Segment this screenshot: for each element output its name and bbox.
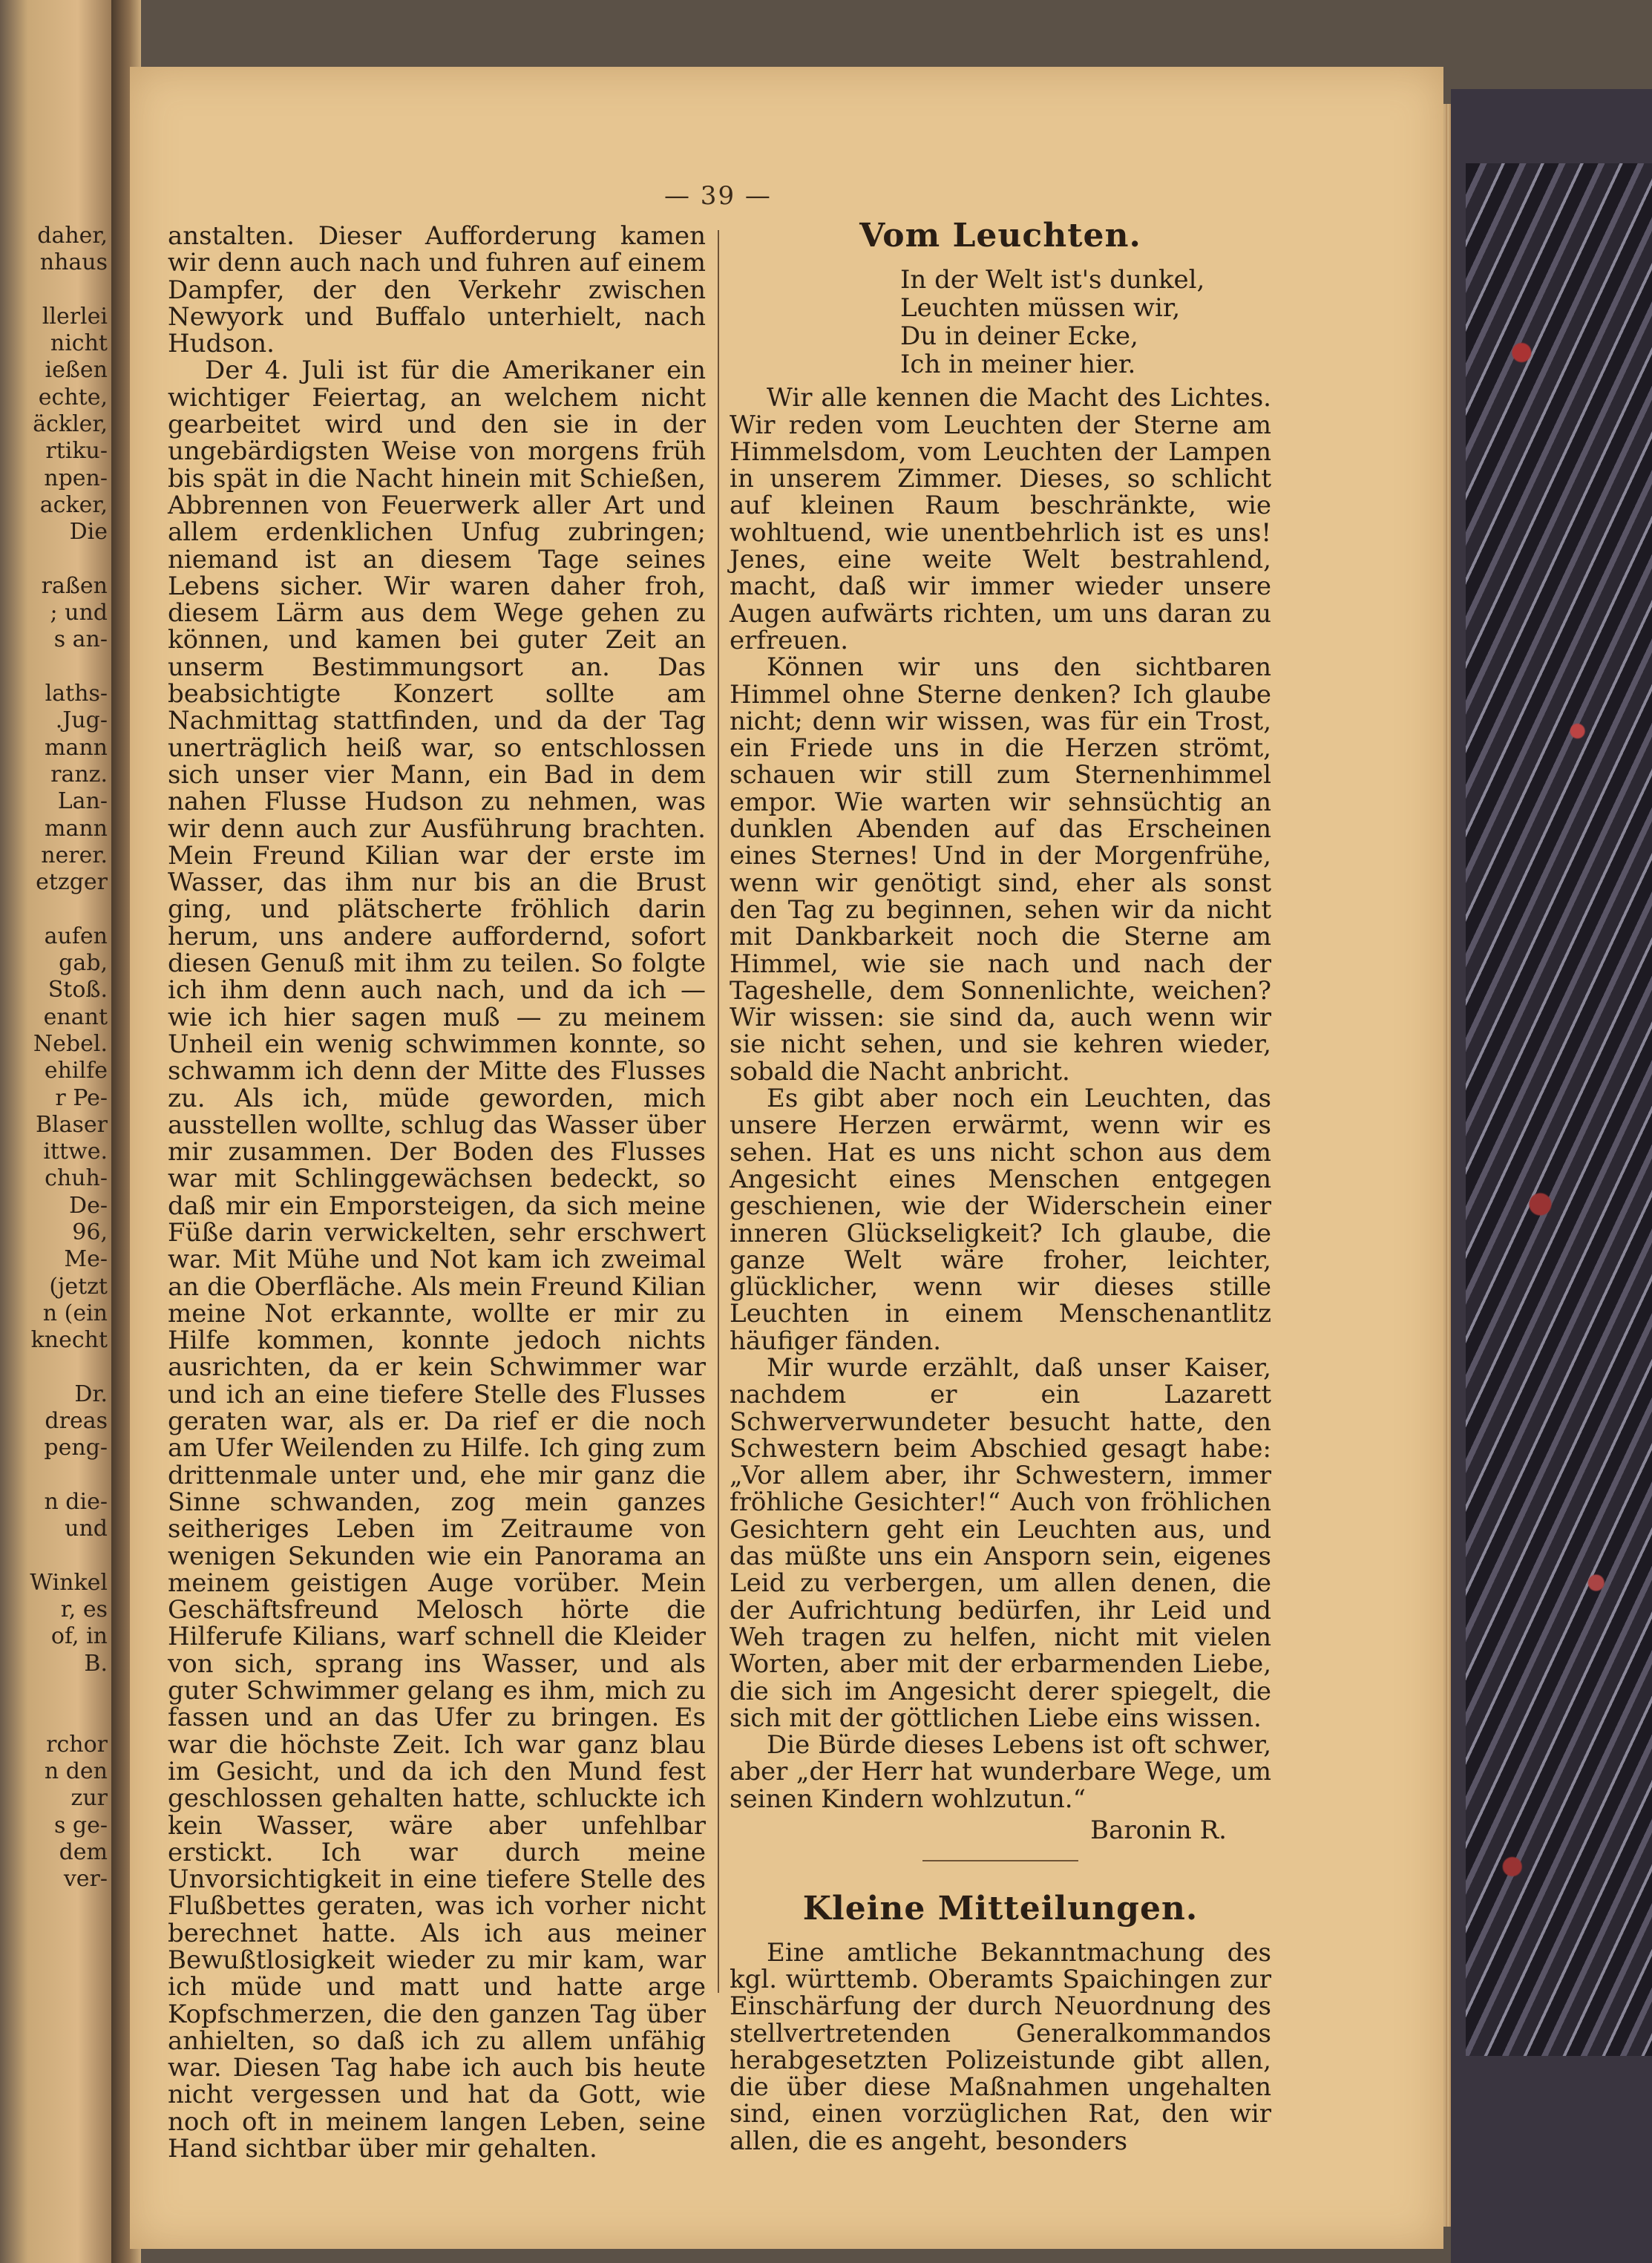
poem xyxy=(900,266,1271,379)
left-fragment-line: echte, xyxy=(38,384,108,410)
article-paragraph: Können wir uns den sichtbaren Himmel ohne Sterne denken? Ich glaube nicht; denn wir wissen, was für ein Trost, ein Friede uns in die Herzen strömt, schauen wir still zum Sternenhimmel empor. Wie warten wir sehnsüchtig an dunklen Abenden auf das Erscheinen eines Sternes! Und in der Morgenfrühe, wenn wir genötigt sind, eher als sonst den Tag zu beginnen, sehen wir da nicht mit Dankbarkeit noch die Sterne am Himmel, wie sie nach und nach der Tageshelle, dem Sonnenlichte, weichen? Wir wissen: sie sind da, auch wenn wir sie nicht sehen, und sie kehren wieder, sobald die Nacht anbricht. xyxy=(730,652,1271,1087)
left-fragment-line: ranz. xyxy=(50,761,108,787)
left-fragment-line: chuh- xyxy=(45,1165,108,1192)
left-fragment-line: und xyxy=(65,1516,108,1542)
left-paragraph: Der 4. Juli ist für die Amerikaner ein wichtiger Feiertag, an welchem nicht gearbeitet wird und den sie in der ungebärdigsten Weise von morgens früh bis spät in die Nacht hinein mit Schießen, Abbrennen von Feuerwerk aller Art und allem erdenklichen Unfug zubringen; niemand ist an diesem Tage seines Lebens sicher. Wir waren daher froh, diesem Lärm aus dem Wege gehen zu können, und kamen bei guter Zeit an unserm Bestimmungsort an. Das beabsichtigte Konzert sollte am Nachmittag stattfinden, und da der Tag unerträglich heiß war, so entschlossen sich unser vier Mann, ein Bad in dem nahen Flusse Hudson zu nehmen, was wir denn auch zur Ausführung brachten. Mein Freund Kilian war der erste im Wasser, das ihm nur bis an die Brust ging, und plätscherte fröhlich darin herum, uns andere auffordernd, sofort diesen Genuß mit ihm zu teilen. So folgte ich ihm denn auch nach, und da ich — wie ich hier sagen muß — zu meinem Unheil ein wenig schwimmen konnte, so schwamm ich denn der Mitte des Flusses zu. Als ich, müde geworden, mich ausstellen wollte, schlug das Wasser über mir zusammen. Der Boden des Flusses war mit Schlinggewächsen bedeckt, so daß mir ein Emporsteigen, da sich meine Füße darin verwickelten, sehr erschwert war. Mit Mühe und Not kam ich zweimal an die Oberfläche. Als mein Freund Kilian meine Not erkannte, wollte er mir zu Hilfe kommen, konnte jedoch nichts ausrichten, da er kein Schwimmer war und ich an eine tiefere Stelle des Flusses geraten war, als er. Da rief er die noch am Ufer Weilenden zu Hilfe. Ich ging zum drittenmale unter und, ehe mir ganz die Sinne schwanden, zog mein ganzes seitheriges Leben im Zeitraume von wenigen Sekunden wie ein Panorama an meinem geistigen Auge vorüber. Mein Geschäftsfreund Melosch hörte die Hilferufe Kilians, warf schnell die Kleider von sich, sprang ins Wasser, und als guter Schwimmer gelang es ihm, mich zu fassen und an das Ufer zu bringen. Es war die höchste Zeit. Ich war ganz blau im Gesicht, und da ich den Mund fest geschlossen gehalten hatte, schluckte ich kein Wasser, wäre aber unfehlbar erstickt. Ich war durch meine Unvorsichtigkeit in eine tiefere Stelle des Flußbettes geraten, was ich vorher nicht berechnet hatte. Als ich aus meiner Bewußtlosigkeit wieder zu mir kam, war ich müde und matt und hatte arge Kopfschmerzen, die den ganzen Tag über anhielten, so daß ich zu allem unfähig war. Diesen Tag habe ich auch bis heute nicht vergessen und hat da Gott, wie noch oft in meinem langen Leben, seine Hand sichtbar über mir gehalten. xyxy=(168,356,706,2164)
left-fragment-line xyxy=(0,1462,108,1489)
left-page-fragment xyxy=(0,0,111,2263)
poem-line: In der Welt ist's dunkel, xyxy=(900,265,1205,295)
article-title: Vom Leuchten. xyxy=(859,217,1141,255)
article-paragraph: Es gibt aber noch ein Leuchten, das unsere Herzen erwärmt, wenn wir es sehen. Hat es uns nicht schon aus dem Angesicht eines Menschen entgegen geschienen, wie der Widerschein einer inneren Glückseligkeit? Ich glaube, die ganze Welt wäre froher, leichter, glücklicher, wenn wir dieses stille Leuchten in einem Menschenantlitz häufiger fänden. xyxy=(730,1084,1271,1356)
left-fragment-line: llerlei xyxy=(42,303,108,330)
left-fragment-line: Blaser xyxy=(35,1111,108,1138)
left-fragment-line: rtiku- xyxy=(45,438,108,465)
left-fragment-line: r Pe- xyxy=(55,1084,108,1111)
left-fragment-line: mann xyxy=(45,815,108,842)
article-paragraph: Wir alle kennen die Macht des Lichtes. Wir reden vom Leuchten der Sterne am Himmelsdom, vom Leuchten der Lampen in unserem Zimmer. Dieses, so schlicht auf kleinen Raum beschränkte, wie wohltuend, wie unentbehrlich ist es uns! Jenes, eine weite Welt bestrahlend, macht, daß wir immer wieder unsere Augen aufwärts richten, um uns daran zu erfreuen. xyxy=(730,383,1271,655)
article-paragraph: Mir wurde erzählt, daß unser Kaiser, nachdem er ein Lazarett Schwerverwundeter besucht hatte, den Schwestern beim Abschied gesagt habe: „Vor allem aber, ihr Schwestern, immer fröhliche Gesichter!“ Auch von fröhlichen Gesichtern geht ein Leuchten aus, und das müßte uns ein Ansporn sein, eigenes Leid zu verbergen, um allen denen, die der Aufrichtung bedürfen, ihr Leid und Weh tragen zu helfen, nicht mit vielen Worten, aber mit der erbarmenden Liebe, die sich im Angesicht derer spiegelt, die sich mit der göttlichen Liebe eins wissen. xyxy=(730,1352,1271,1733)
left-fragment-line: äckler, xyxy=(33,411,108,438)
left-fragment-line: zur xyxy=(71,1785,108,1812)
left-fragment-line: knecht xyxy=(30,1327,108,1354)
left-fragment-line: B. xyxy=(84,1650,108,1677)
left-fragment-line: n den xyxy=(44,1758,108,1784)
left-fragment-line xyxy=(0,546,108,573)
left-fragment-line: acker, xyxy=(39,491,108,518)
article-paragraph: Eine amtliche Bekanntmachung des kgl. württemb. Oberamts Spaichingen zur Einschärfung der durch Neuordnung des stellvertretenden Generalkommandos herabgesetzten Polizeistunde gibt allen, die über diese Maßnahmen ungehalten sind, einen vorzüglichen Rat, den wir allen, die es angeht, besonders xyxy=(730,1937,1271,2156)
left-fragment-line xyxy=(0,1543,108,1570)
left-fragment-line: of, in xyxy=(50,1623,108,1650)
left-fragment-line: .Jug- xyxy=(55,707,108,734)
left-fragment-line: dreas xyxy=(45,1408,108,1435)
left-fragment-line: Nebel. xyxy=(33,1030,108,1057)
left-fragment-line xyxy=(0,1677,108,1704)
left-fragment-line: ver- xyxy=(63,1866,108,1893)
left-fragment-line: dem xyxy=(59,1838,108,1865)
left-fragment-line xyxy=(0,1704,108,1731)
left-fragment-line: daher, xyxy=(37,223,108,249)
left-fragment-line: Me- xyxy=(64,1246,108,1273)
left-fragment-line: ehilfe xyxy=(44,1058,108,1084)
left-fragment-line: npen- xyxy=(44,465,108,491)
left-fragment-line: Lan- xyxy=(57,788,108,815)
left-fragment-line: nhaus xyxy=(39,249,108,276)
left-fragment-line: s an- xyxy=(53,626,108,653)
poem-line: Leuchten müssen wir, xyxy=(900,293,1181,324)
left-fragment-line: Dr. xyxy=(74,1381,108,1407)
left-fragment-line: ittwe. xyxy=(43,1139,108,1165)
left-fragment-line: n die- xyxy=(44,1488,108,1515)
left-fragment-line: etzger xyxy=(36,869,108,896)
left-fragment-line: raßen xyxy=(41,572,108,599)
left-fragment-line: aufen xyxy=(44,923,108,949)
left-fragment-line xyxy=(0,277,108,304)
left-fragment-line: ; und xyxy=(50,600,108,626)
left-fragment-line: peng- xyxy=(44,1435,108,1461)
left-fragment-line: ießen xyxy=(45,357,108,384)
left-fragment-line: (jetzt xyxy=(49,1273,108,1300)
marbled-cover-edge xyxy=(1466,163,1652,2056)
left-fragment-line: gab, xyxy=(59,950,108,977)
left-fragment-line: n (ein xyxy=(42,1300,108,1326)
left-fragment-line: nicht xyxy=(50,330,108,357)
left-paragraph: anstalten. Dieser Aufforderung kamen wir denn auch nach und fuhren auf einem Dampfer, der den Verkehr zwischen Newyork und Buffalo unterhielt, nach Hudson. xyxy=(168,221,706,359)
poem-line: Ich in meiner hier. xyxy=(900,350,1136,380)
left-fragment-line: Stoß. xyxy=(47,977,108,1003)
left-fragment-line: rchor xyxy=(46,1731,108,1758)
left-fragment-line: r, es xyxy=(60,1596,108,1623)
section-rule xyxy=(922,1860,1078,1861)
left-fragment-line: laths- xyxy=(45,681,108,707)
left-fragment-line: enant xyxy=(43,1003,108,1030)
left-column xyxy=(168,223,706,2162)
section-title: Kleine Mitteilungen. xyxy=(802,1890,1199,1928)
article-signature: Baronin R. xyxy=(1090,1815,1227,1846)
left-fragment-line: s ge- xyxy=(53,1812,108,1838)
left-page-text-fragments xyxy=(0,223,108,1893)
left-fragment-line: nerer. xyxy=(41,842,108,868)
column-divider xyxy=(718,230,719,1993)
left-fragment-line: mann xyxy=(45,734,108,761)
left-fragment-line: 96, xyxy=(72,1219,108,1245)
left-fragment-line xyxy=(0,896,108,923)
right-column xyxy=(730,217,1271,2156)
left-fragment-line xyxy=(0,1354,108,1381)
left-fragment-line: Winkel xyxy=(30,1569,108,1596)
page-number: — 39 — xyxy=(664,181,772,211)
left-fragment-line: Die xyxy=(69,519,108,546)
left-fragment-line xyxy=(0,654,108,681)
left-fragment-line: De- xyxy=(69,1192,108,1219)
article-paragraph: Die Bürde dieses Lebens ist oft schwer, aber „der Herr hat wunderbare Wege, um seinen Kindern wohlzutun.“ xyxy=(730,1730,1271,1814)
poem-line: Du in deiner Ecke, xyxy=(900,321,1138,352)
